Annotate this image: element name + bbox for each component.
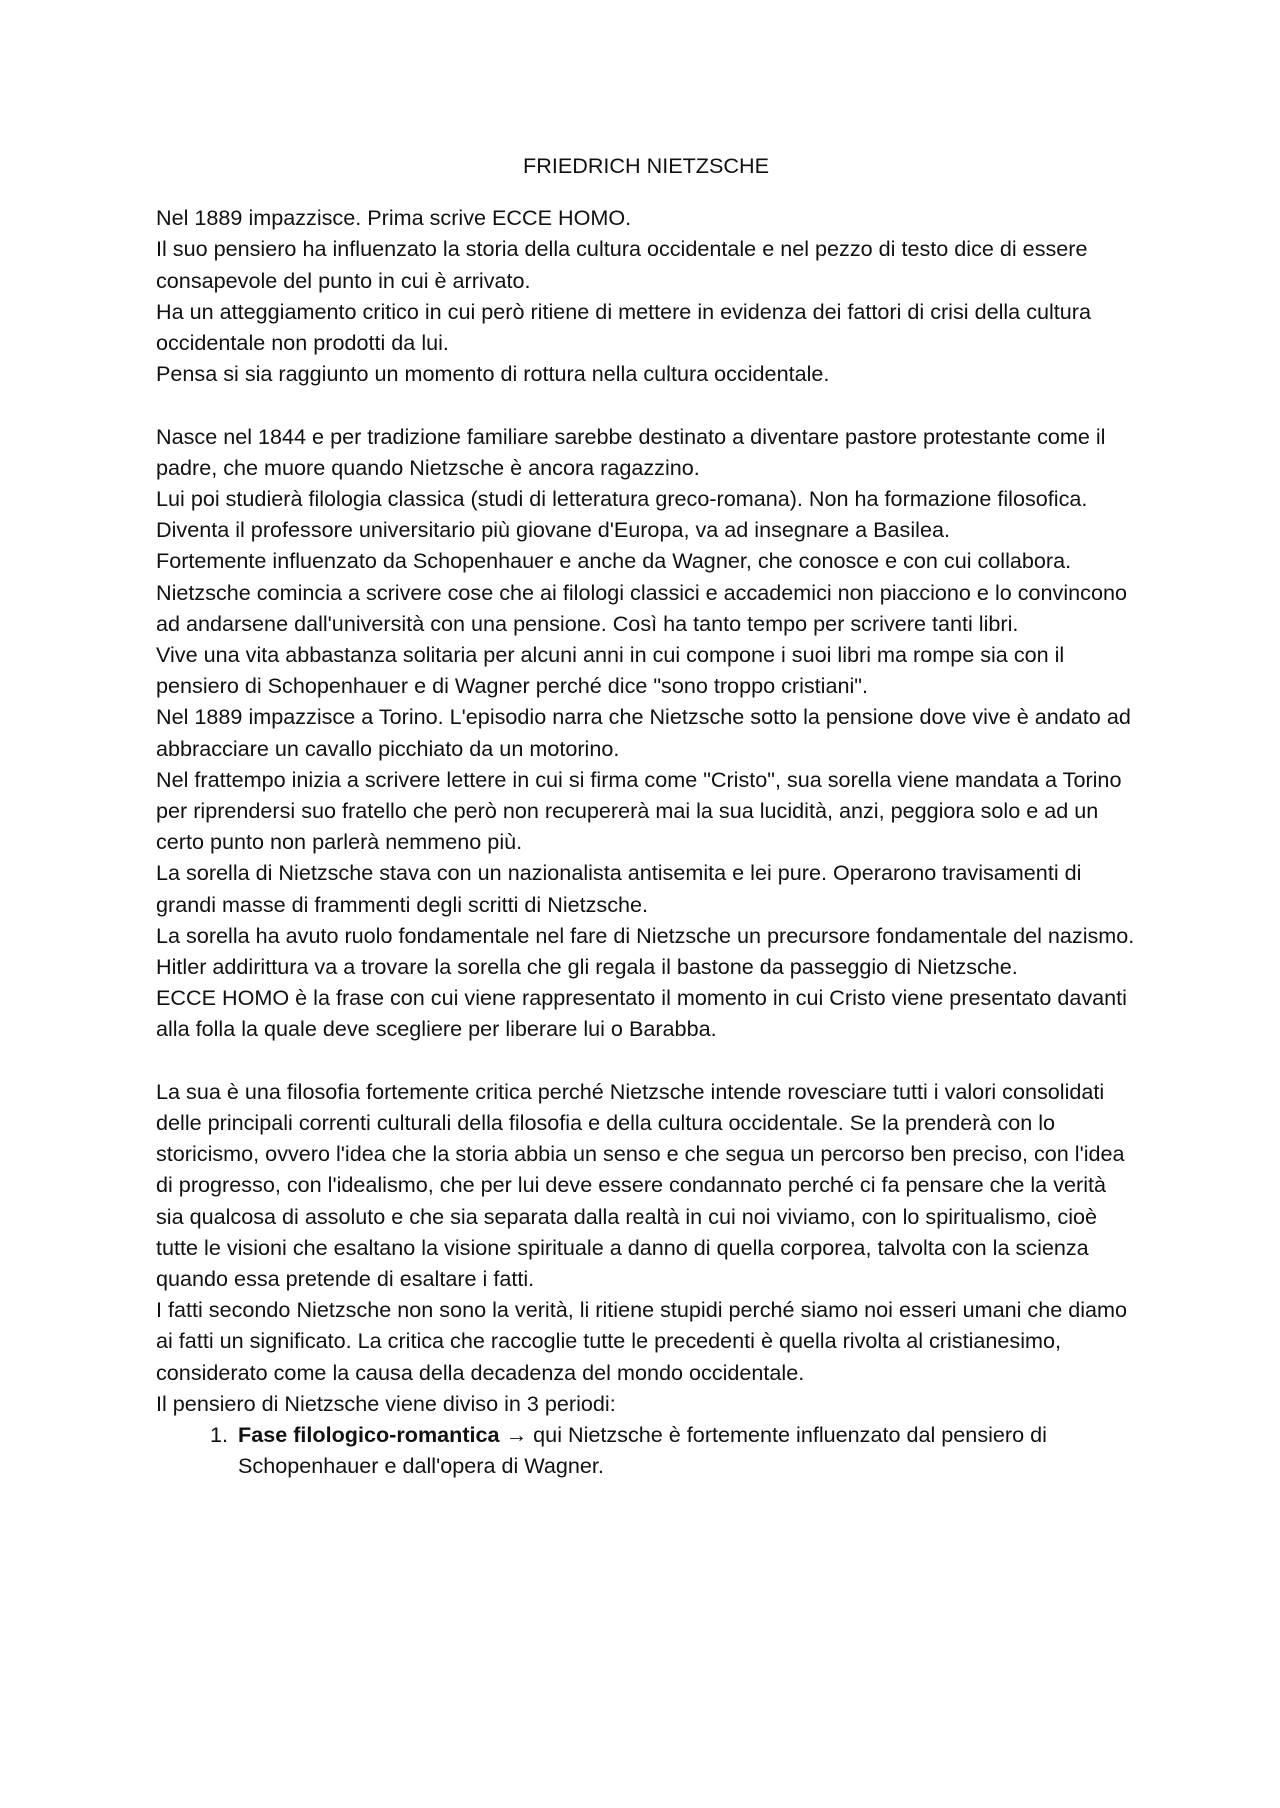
paragraph: La sorella ha avuto ruolo fondamentale nel fare di Nietzsche un precursore fondamentale del nazismo. Hitler addirittura va a trovare la sorella che gli regala il bastone da passeggio di Nietzsche.	[156, 922, 1135, 980]
paragraph: La sua è una filosofia fortemente critica perché Nietzsche intende rovesciare tutti i valori consolidati delle principali correnti culturali della filosofia e della cultura occidentale. Se la prenderà con lo storicismo, ovvero l'idea che la storia abbia un senso e che segua un percorso ben preciso, con l'idea di progresso, con l'idealismo, che per lui deve essere condannato perché ci fa pensare che la verità sia qualcosa di assoluto e che sia separata dalla realtà in cui noi viviamo, con lo spiritualismo, cioè tutte le visioni che esaltano la visione spirituale a danno di quella corporea, talvolta con la scienza quando essa pretende di esaltare i fatti.	[156, 1078, 1125, 1292]
document-title: FRIEDRICH NIETZSCHE	[523, 153, 769, 178]
phase-list	[156, 1419, 1136, 1481]
paragraph: Ha un atteggiamento critico in cui però ritiene di mettere in evidenza dei fattori di crisi della cultura occidentale non prodotti da lui.	[156, 298, 1092, 356]
paragraph: La sorella di Nietzsche stava con un nazionalista antisemita e lei pure. Operarono travisamenti di grandi masse di frammenti degli scritti di Nietzsche.	[156, 860, 1082, 917]
paragraph: Nasce nel 1844 e per tradizione familiare sarebbe destinato a diventare pastore protestante come il padre, che muore quando Nietzsche è ancora ragazzino.	[156, 423, 1106, 480]
paragraph: Pensa si sia raggiunto un momento di rottura nella cultura occidentale.	[156, 361, 830, 387]
paragraph: Nel 1889 impazzisce a Torino. L'episodio narra che Nietzsche sotto la pensione dove vive è andato ad abbracciare un cavallo picchiato da un motorino.	[156, 704, 1131, 761]
phase-name: Fase filologico-romantica	[238, 1422, 500, 1448]
blank-line	[156, 1045, 1136, 1076]
paragraph: Il pensiero di Nietzsche viene diviso in 3 periodi:	[156, 1390, 616, 1416]
paragraph: Nel 1889 impazzisce. Prima scrive ECCE HOMO.	[156, 205, 632, 231]
paragraph: Nel frattempo inizia a scrivere lettere in cui si firma come "Cristo", sua sorella viene mandata a Torino per riprendersi suo fratello che però non recupererà mai la sua lucidità, anzi, peggiora solo e ad un certo punto non parlerà nemmeno più.	[156, 766, 1122, 855]
list-item	[234, 1419, 1136, 1481]
paragraph: Il suo pensiero ha influenzato la storia della cultura occidentale e nel pezzo di testo dice di essere consapevole del punto in cui è arrivato.	[156, 236, 1088, 293]
blank-line	[156, 389, 1136, 420]
paragraph: Lui poi studierà filologia classica (studi di letteratura greco-romana). Non ha formazione filosofica.	[156, 486, 1088, 512]
phase-description: → qui Nietzsche è fortemente influenzato dal pensiero di Schopenhauer e dall'opera di Wagner.	[238, 1422, 1047, 1479]
document-body	[156, 150, 1136, 1482]
paragraph: ECCE HOMO è la frase con cui viene rappresentato il momento in cui Cristo viene presentato davanti alla folla la quale deve scegliere per liberare lui o Barabba.	[156, 985, 1127, 1042]
paragraph: Nietzsche comincia a scrivere cose che ai filologi classici e accademici non piacciono e lo convincono ad andarsene dall'università con una pensione. Così ha tanto tempo per scrivere tanti libri.	[156, 579, 1127, 636]
paragraph: Diventa il professore universitario più giovane d'Europa, va ad insegnare a Basilea.	[156, 517, 950, 543]
paragraph: I fatti secondo Nietzsche non sono la verità, li ritiene stupidi perché siamo noi esseri umani che diamo ai fatti un significato. La critica che raccoglie tutte le precedenti è quella rivolta al cristianesimo, considerato come la causa della decadenza del mondo occidentale.	[156, 1297, 1128, 1385]
paragraph: Vive una vita abbastanza solitaria per alcuni anni in cui compone i suoi libri ma rompe sia con il pensiero di Schopenhauer e di Wagner perché dice "sono troppo cristiani".	[156, 642, 1065, 699]
paragraph: Fortemente influenzato da Schopenhauer e anche da Wagner, che conosce e con cui collabora.	[156, 548, 1072, 574]
